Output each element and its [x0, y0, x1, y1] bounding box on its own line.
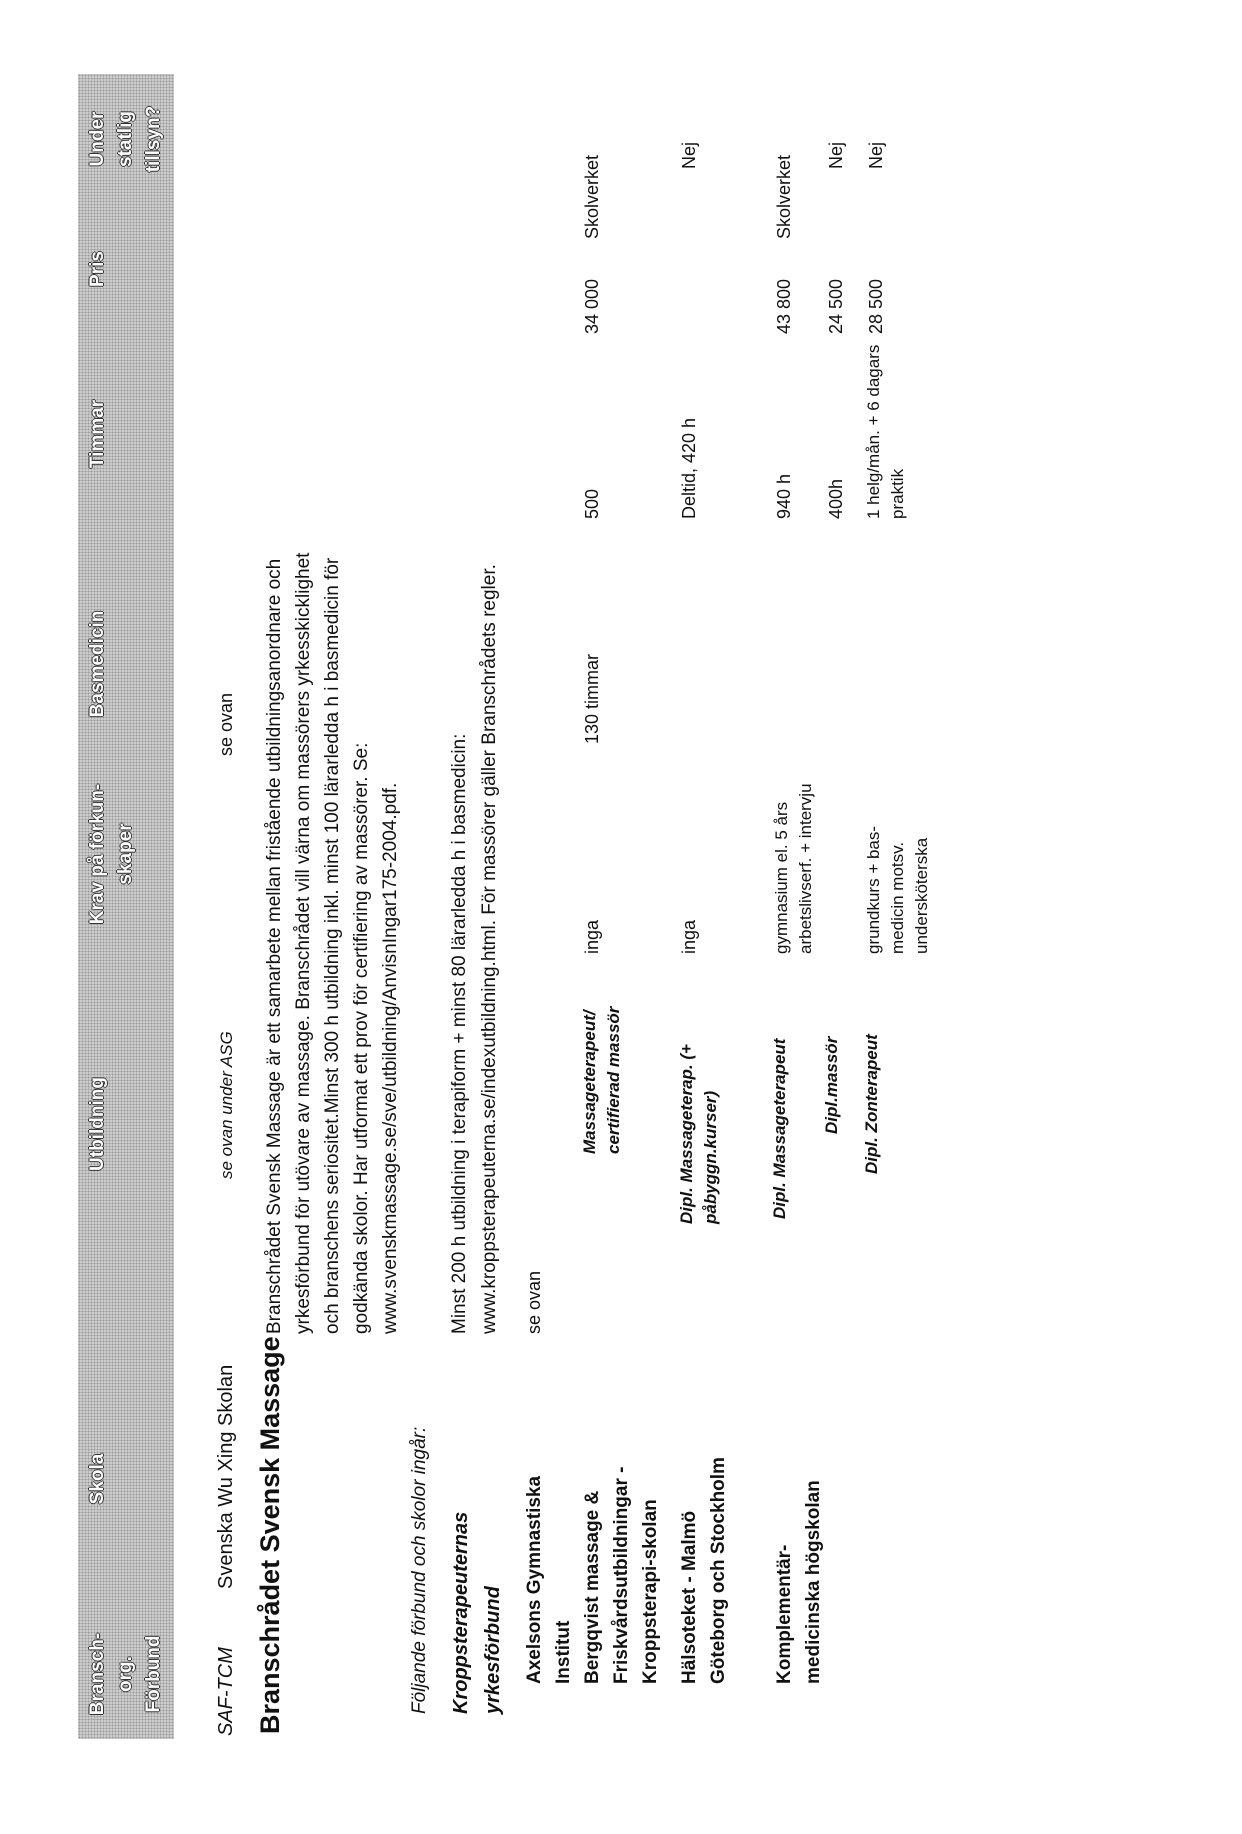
header-tillsyn: Under statlig tillsyn? [87, 105, 164, 173]
bergqvist-timmar: 500 [582, 488, 602, 519]
kmh1-krav: gymnasium el. 5 års arbetslivserf. + intervju [772, 783, 815, 954]
kmh3-timmar: 1 helg/mån. + 6 dagars praktik [864, 344, 907, 519]
kmh3-tillsyn: Nej [866, 141, 886, 169]
bergqvist-school: Bergqvist massage & Friskvårdsutbildningar - Kroppsterapi-skolan [582, 1466, 661, 1684]
kmh1-timmar: 940 h [774, 473, 794, 519]
foljande-label: Följande förbund och skolor ingår: [409, 1426, 430, 1714]
bergqvist-pris: 34 000 [582, 278, 602, 334]
bergqvist-basmedicin: 130 timmar [582, 653, 602, 744]
halsoteket-utbildning: Dipl. Massageterap. (+ påbyggn.kurser) [677, 1044, 720, 1224]
header-utbildning: Utbildning [87, 1077, 108, 1171]
kmh2-tillsyn: Nej [826, 141, 846, 169]
kmh1-utbildning: Dipl. Massageterapeut [770, 1038, 789, 1219]
kmh3-utbildning: Dipl. Zonterapeut [862, 1034, 881, 1174]
saf-school: Svenska Wu Xing Skolan [215, 1364, 237, 1589]
saf-org: SAF-TCM [215, 1647, 237, 1736]
halsoteket-tillsyn: Nej [679, 141, 699, 169]
halsoteket-timmar: Deltid, 420 h [679, 417, 699, 519]
bergqvist-tillsyn: Skolverket [582, 154, 602, 239]
kmh3-pris: 28 500 [866, 278, 886, 334]
saf-utbildning: se ovan under ASG [217, 1031, 236, 1179]
header-timmar: Timmar [87, 399, 108, 469]
header-basmedicin: Basmedicin [87, 610, 108, 718]
kmh2-pris: 24 500 [826, 278, 846, 334]
axelsons-utbildning: se ovan [524, 1270, 544, 1334]
halsoteket-krav: inga [679, 919, 699, 954]
axelsons-school: Axelsons Gymnastiska Institut [524, 1475, 574, 1684]
bergqvist-utbildning: Massageterapeut/ certifierad massör [580, 1006, 623, 1154]
kmh1-pris: 43 800 [774, 278, 794, 334]
kmh1-tillsyn: Skolverket [774, 154, 794, 239]
header-krav: Krav på förkun- skaper [87, 783, 136, 925]
branschradet-title: Branschrådet Svensk Massage [255, 1336, 285, 1734]
kmh2-timmar: 400h [826, 478, 846, 519]
komplementar-school: Komplementär- medicinska högskolan [774, 1480, 824, 1684]
kmh3-krav: grundkurs + bas- medicin motsv. undersköterska [864, 825, 931, 954]
branschradet-description: Branschrådet Svensk Massage är ett samarbete mellan fristående utbildningsanordnare och yrkesförbund för utövare av massage. Branschrådet vill värna om massörers yrkesskicklighet och branschens seriositet.Minst 300 h utbildning inkl. minst 100 lärarledda h i basmedicin för godkända skolor. Har utformat ett prov för certifiering av massörer. Se: www.svenskmassage.se/sve/utbildning/AnvisnIngar175-2004.pdf. [264, 552, 401, 1334]
header-pris: Pris [87, 251, 108, 287]
kroppsterapeuterna-name: Kroppsterapeuternas yrkesförbund [450, 1511, 504, 1714]
header-forbund: Bransch- org. Förbund [87, 1632, 164, 1716]
kmh2-utbildning: Dipl.massör [822, 1036, 841, 1134]
halsoteket-school: Hälsoteket - Malmö Göteborg och Stockholm [679, 1457, 729, 1684]
bergqvist-krav: inga [582, 919, 602, 954]
header-skola: Skola [87, 1453, 108, 1505]
saf-basmedicin: se ovan [216, 692, 236, 756]
kroppsterapeuterna-description: Minst 200 h utbildning i terapiform + minst 80 lärarledda h i basmedicin: www.kroppsterapeuterna.se/indexutbildning.html. För massörer gäller Branschrådets regler. [449, 564, 500, 1334]
